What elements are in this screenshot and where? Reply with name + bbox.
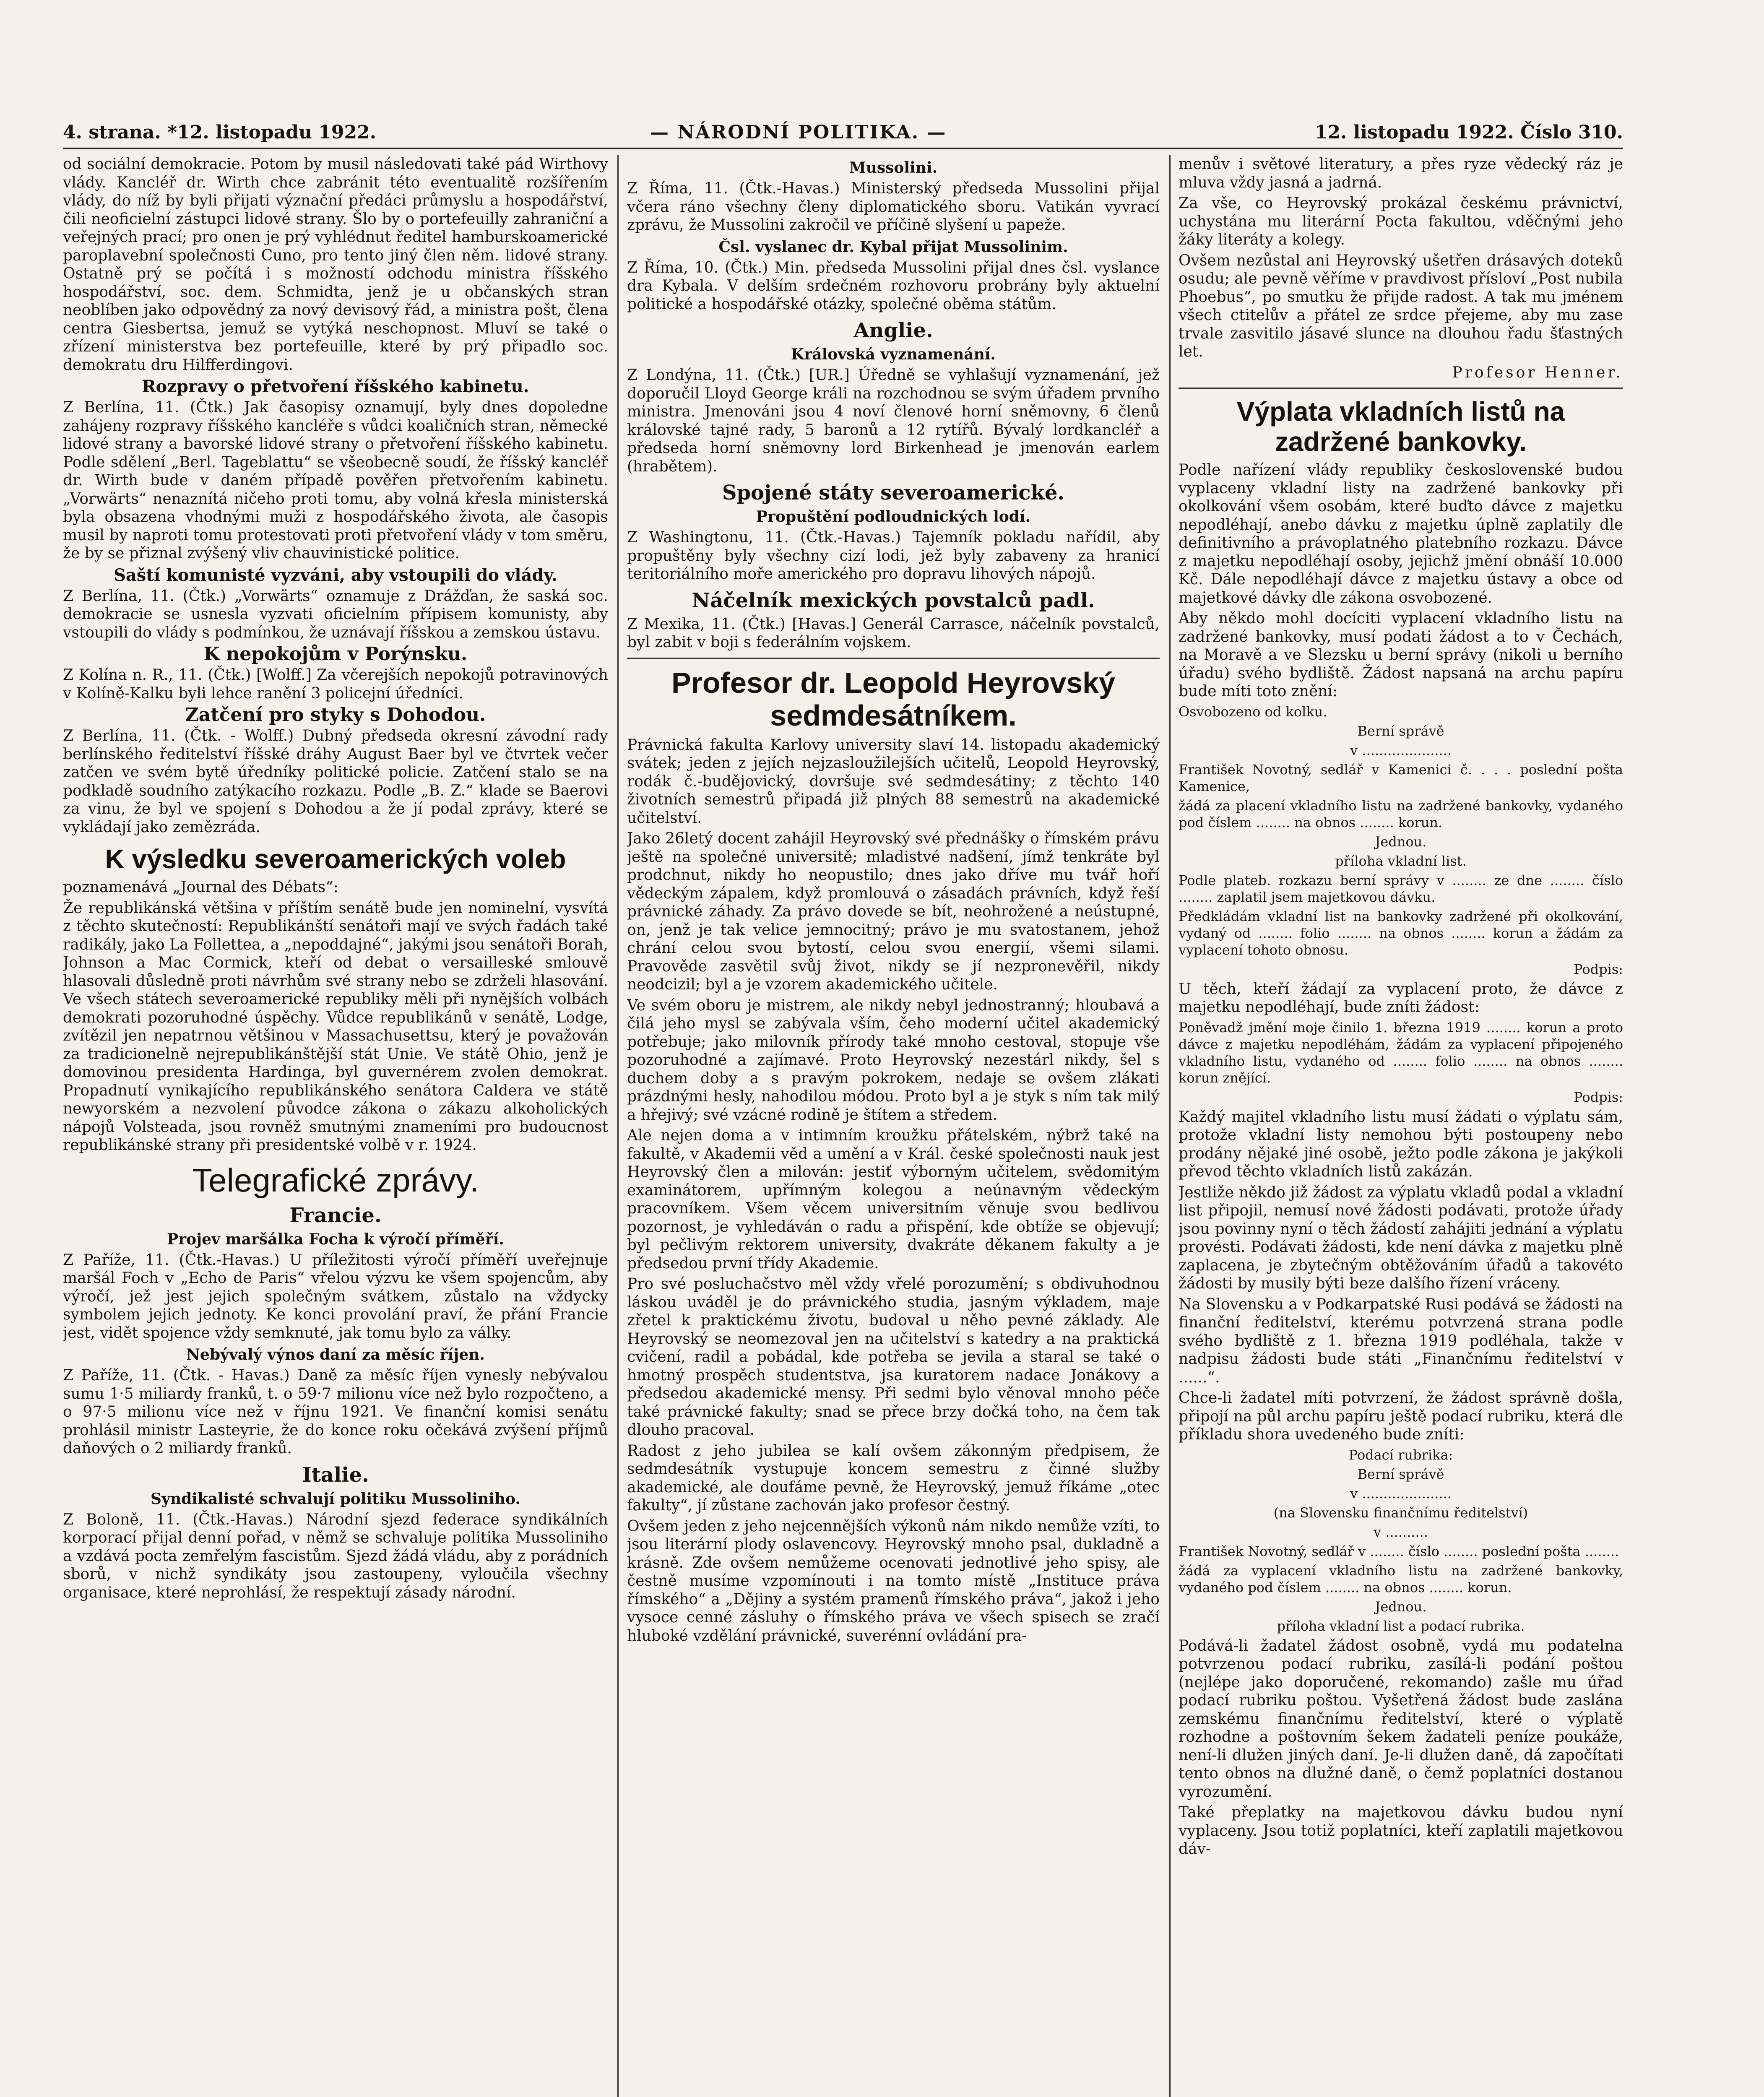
- article-body: Z Říma, 10. (Čtk.) Min. předseda Mussolini přijal dnes čsl. vyslance dra Kybala. V delším srdečném rozhovoru probrány byly aktuelní politické a hospodářské otázky, společné oběma státům.: [627, 259, 1160, 313]
- article-separator: [627, 658, 1160, 659]
- article-body: Ve svém oboru je mistrem, ale nikdy nebyl jednostranný; hloubavá a čilá jeho mysl se zabývala vším, čeho moderní učitel akademický potřebuje; jako milovník přírody také mnoho cestoval, stopuje vše pozoruhodné a zajímavé. Proto Heyrovský nezestárl nikdy, šel s duchem doby a s pravým pokrokem, nedaje se ovšem zlákati prázdnými hesly, nahodilou módou. Proto byl a je styk s ním tak milý a hřejivý; své vzácné rodině je štítem a středem.: [627, 996, 1160, 1124]
- article-body: Ovšem jeden z jeho nejcennějších výkonů nám nikdo nemůže vzíti, to jsou literární plody oslavencovy. Heyrovský mnoho psal, dukladně a krásně. Zde ovšem nemůžeme ocenovati jednotlivé jeho spisy, ale čestně musíme vzpomínouti i na tomto místě „Instituce práva římského“ a „Dějiny a systém pramenů římského práva“, jakož i jeho vysoce cenné zásluhy o římského práva ve všech spisech se zračí hluboké vzdělání právnické, suverénní ovládání pra-: [627, 1517, 1160, 1644]
- section-spojene-staty: Spojené státy severoamerické.: [722, 481, 1065, 505]
- form-line: v .....................: [1350, 1485, 1452, 1501]
- article-body: Každý majitel vkladního listu musí žádati o výplatu sám, protože vkladní listy nemohou býti postoupeny nebo prodány nějaké jiné osobě, ježto podle zákona je jakýkoli převod těchto vkladních listů zakázán.: [1179, 1108, 1623, 1180]
- section-anglie: Anglie.: [853, 319, 933, 342]
- form-line: Poněvadž jmění moje činilo 1. března 1919 ........ korun a proto dávce z majetku nepodléhám, žádám za vyplacení připojeného vkladního listu, vydaného od ........ folio ........ na obnos ........ korun znějící.: [1179, 1019, 1623, 1086]
- headline-mussolini: Mussolini.: [849, 159, 938, 177]
- column-1: [63, 155, 608, 2097]
- form-line: (na Slovensku finančnímu ředitelství): [1273, 1504, 1528, 1521]
- headline-vynos: Nebývalý výnos daní za měsíc říjen.: [186, 1346, 485, 1363]
- article-body: Z Londýna, 11. (Čtk.) [UR.] Úředně se vyhlašují vyznamenání, jež doporučil Lloyd George králi na rozchodnou se svým úřadem prvního ministra. Jmenováni jsou 4 noví členové horní sněmovny, 6 členů královské tajné rady, 5 baronů a 12 rytířů. Bývalý lordkancléř a předseda horní sněmovny lord Birkenhead je jmenován earlem (hrabětem).: [627, 367, 1160, 475]
- column-2: [627, 155, 1160, 2097]
- headline-profesor: Profesor dr. Leopold Heyrovský sedmdesátníkem.: [671, 666, 1116, 732]
- newspaper-title: — NÁRODNÍ POLITIKA. —: [650, 122, 947, 143]
- form-sample-3: [1179, 1447, 1623, 1634]
- form-line: v .....................: [1350, 742, 1452, 758]
- article-body: Z Paříže, 11. (Čtk. - Havas.) Daně za měsíc říjen vynesly nebývalou sumu 1·5 miliardy franků, t. o 59·7 milionu více než bylo rozpočteno, a o 97·5 milionu více než v říjnu 1921. Ve finanční komisi senátu prohlásil ministr Lasteyrie, že do konce roku očekává zvýšení příjmů daňových o 2 miliardy franků.: [63, 1367, 608, 1457]
- form-sample-2: [1179, 1019, 1623, 1106]
- article-body: Aby někdo mohl docíciti vyplacení vkladního listu na zadržené bankovky, musí podati žádost a to v Čechách, na Moravě a ve Slezsku u berní správy (nikoli u berního úřadu) svého bydliště. Žádost napsaná na archu papíru bude míti toto znění:: [1179, 610, 1623, 700]
- headline-nacelnik: Náčelník mexických povstalců padl.: [692, 588, 1095, 612]
- form-line: František Novotný, sedlář v Kamenici č. . . . poslední pošta Kamenice,: [1179, 761, 1623, 794]
- article-body: Z Berlína, 11. (Čtk.) „Vorwärts“ oznamuje z Drážďan, že saská soc. demokracie se usnesla vyzvati oficielním přípisem komunisty, aby vstoupili do vlády s podmínkou, že uznávají říšskou a zemskou ústavu.: [63, 587, 608, 641]
- headline-vysledek: K výsledku severoamerických voleb: [105, 844, 566, 874]
- article-body: Z Boloně, 11. (Čtk.-Havas.) Národní sjezd federace syndikálních korporací přijal denní pořad, v němž se schvaluje politika Mussoliniho a vzdává pocta zemřelým fascistům. Sjezd žádá vládu, aby z porádních sborů, v nichž syndikáty jsou zastoupeny, vyloučila všechny organisace, které neprohlásí, že respektují zásady národní.: [63, 1511, 608, 1601]
- page-number-date: 4. strana. *12. listopadu 1922.: [63, 122, 377, 143]
- masthead: [63, 117, 1623, 147]
- newspaper-page: [63, 117, 1623, 2097]
- article-body: Na Slovensku a v Podkarpatské Rusi podává se žádosti na finanční ředitelství, kterému potvrzená strana podle svého bydliště z 1. března 1919 podléhala, takže v nadpisu žádosti bude státi „Finančnímu ředitelství v ......“.: [1179, 1296, 1623, 1386]
- article-body: Ale nejen doma a v intimním kroužku přátelském, nýbrž také na fakultě, v Akademii věd a umění a v Král. české společnosti nauk jest Heyrovský člen a milován: jestiť výborným učitelem, svědomitým examinátorem, upřímným kolegou a neúnavným vědeckým pracovníkem. Všem věcem universitním věnuje svou bedlivou pozornost, je vyhledáván o radu a přispění, kde obtíže se objevují; byl pečlivým rektorem university, dvakráte děkanem fakulty a je předsedou první třídy Akademie.: [627, 1127, 1160, 1272]
- article-body: Jako 26letý docent zahájil Heyrovský své přednášky o římském právu ještě na společné universitě; mladistvé nadšení, jímž tenkráte byl prodchnut, nikdy ho neopustilo; dnes jako dříve mu tvář hoří vědeckým zápalem, když promlouvá o zásadách právních, když řeší právnické záhady. Za právo dovede se bít, neohrožené a neústupné, on, jenž je tak velice jemnocitný; právo je mu svatostanem, jehož chrání celou svou bytostí, celou svou energií, všemi silami. Pravověde zasvětil svůj život, nikdy se jí nezpronevěřil, nikdy neodcizil; byl a je vzorem akademického učitele.: [627, 830, 1160, 993]
- article-body: Za vše, co Heyrovský prokázal českému právnictví, uchystána mu literární Pocta fakultou, vděčnými jeho žáky literáty a kolegy.: [1179, 195, 1623, 248]
- form-line: Jednou.: [1375, 833, 1427, 850]
- form-line: Předkládám vkladní list na bankovky zadržené při okolkování, vydaný od ........ folio ........ na obnos ........ korun a žádám za vyplacení tohoto obnosu.: [1179, 908, 1623, 958]
- article-body: Z Washingtonu, 11. (Čtk.-Havas.) Tajemník pokladu nařídil, aby propuštěny byly všechny cizí lodi, jež byly zabaveny za hranicí teritoriálního moře amerického pro dopravu lihových nápojů.: [627, 529, 1160, 583]
- article-body: Podle nařízení vlády republiky československé budou vyplaceny vkladní listy na zadržené bankovky při okolkování všem osobám, které buďto dávce z majetku nepodléhají, anebo dávku z majetku úplně zaplatily dle definitivního a právoplatného platebního rozkazu. Dávce z majetku nepodléhají osoby, jejichž jmění obnáší 10.000 Kč. Dále nepodléhají dávce z majetku ústavy a obce od majetkové dávky dle zákona osvobozené.: [1179, 461, 1623, 606]
- headline-zatceni: Zatčení pro styky s Dohodou.: [185, 704, 486, 726]
- headline-syndikaliste: Syndikalisté schvalují politiku Mussoliniho.: [151, 1490, 520, 1508]
- article-body: Z Berlína, 11. (Čtk. - Wolff.) Dubný předseda okresní závodní rady berlínského ředitelství říšské dráhy August Baer byl ve čtvrtek večer zatčen ve svém bytě úředníky politické policie. Zatčení stalo se na podkladě soudního zatýkacího rozkazu. Podle „B. Z.“ klade se Baerovi za vinu, že byl ve spojení s Dohodou a že jí podal zprávy, které se vykládají jako zemězráda.: [63, 727, 608, 836]
- article-body: Pro své posluchačstvo měl vždy vřelé porozumění; s obdivuhodnou láskou uváděl je do právnického studia, jasným výkladem, maje zřetel k praktickému životu, budoval u něho pevné základy. Ale Heyrovský se neomezoval jen na učitelství s katedry a na praktická cvičení, radil a pobádal, kde potřeba se jevila a staral se také o hmotný prospěch studentstva, jsa kuratorem nadace Jonákovy a předsedou akademické mensy. Při sedmi bylo věnoval mnoho péče také právnické fakulty; snad se přece brzy dočká toho, na čem tak dlouho pracoval.: [627, 1275, 1160, 1439]
- issue-number: 12. listopadu 1922. Číslo 310.: [1314, 122, 1623, 143]
- form-line: Berní správě: [1357, 1466, 1444, 1482]
- form-line: František Novotný, sedlář v ........ číslo ........ poslední pošta ........: [1179, 1543, 1619, 1559]
- headline-nepokoje: K nepokojům v Porýnsku.: [203, 643, 468, 665]
- article-body: Chce-li žadatel míti potvrzení, že žádost správně došla, připojí na půl archu papíru ještě podací rubriku, která dle příkladu shora uvedeného bude zníti:: [1179, 1389, 1623, 1443]
- headline-vyslanec: Čsl. vyslanec dr. Kybal přijat Mussolinim.: [718, 238, 1068, 256]
- headline-sasti: Saští komunisté vyzváni, aby vstoupili do vlády.: [114, 565, 557, 585]
- article-body: Z Kolína n. R., 11. (Čtk.) [Wolff.] Za včerejších nepokojů potravinových v Kolíně-Kalku byli lehce ranění 3 policejní úředníci.: [63, 666, 608, 702]
- form-line: Osvobozeno od kolku.: [1179, 703, 1327, 720]
- article-body: Ovšem nezůstal ani Heyrovský ušetřen drásavých doteků osudu; ale pevně věříme v pravdivost přísloví „Post nubila Phoebus“, po smutku že přijde radost. A tak mu jménem všech ctitelův a přátel ze srdce přejeme, aby mu zase trvale zasvitilo jásavé slunce na dlouhou řadu šťastných let.: [1179, 252, 1623, 360]
- form-line: žádá za vyplacení vkladního listu na zadržené bankovky, vydaného pod číslem ........ na obnos ........ korun.: [1179, 1562, 1623, 1595]
- article-body: Z Paříže, 11. (Čtk.-Havas.) U příležitosti výročí příměří uveřejnuje maršál Foch v „Echo de Paris“ vřelou výzvu ke všem spojencům, aby výročí, jež jest jejich společným svátkem, zůstalo na vždycky symbolem jejich jednoty. Ke konci provolání praví, že přání Francie jest, vidět spojence vždy semknuté, jak tomu bylo za války.: [63, 1251, 608, 1342]
- article-body: Podává-li žadatel žádost osobně, vydá mu podatelna potvrzenou podací rubriku, zasílá-li podání poštou (nejlépe jako doporučené, rekomando) zašle mu úřad podací rubriku poštou. Vyšetřená žádost bude zaslána zemskému finančnímu ředitelství, které o výplatě rozhodne a poštovním šekem žadateli peníze poukáže, není-li dlužen jiných daní. Je-li dlužen daně, dá započítati tento obnos na dlužné daně, o čemž poplatníci dostanou vyrozumění.: [1179, 1637, 1623, 1800]
- article-body: Že republikánská většina v příštím senátě bude jen nominelní, vysvítá z těchto skutečností: Republikánští senátoři mají ve svých řadách také radikály, jako La Follettea, a „nepoddajné“, jakými jsou senátoři Borah, Johnson a Mac Cormick, kteří od debat o versailleské smlouvě hlasovali důsledně proti návrhům své strany nebo se zdrželi hlasování. Ve všech státech severoamerické republiky měli při nynějších volbách demokrati pozoruhodné úspěchy. Vůdce republikánů v senátě, Lodge, zvítězil jen nepatrnou většinou v Massachusettsu, který je považován za tradicionelně nejrepublikánštější stát Unie. Ve státě Ohio, jenž je domovinou presidenta Hardinga, byl guvernérem zvolen demokrat. Propadnutí vynikajícího republikánského senátora Caldera ve státě newyorském a nezvolení původce zákona o zákazu alkoholických nápojů Volsteada, jsou rovněž smutnými znameními pro budoucnost republikánské strany při presidentské volbě v r. 1924.: [63, 899, 608, 1154]
- section-italie: Italie.: [302, 1463, 369, 1487]
- article-continuation: menův i světové literatury, a přes ryze vědecký ráz je mluva vždy jasná a jadrná.: [1179, 156, 1623, 191]
- form-line: příloha vkladní list a podací rubrika.: [1277, 1618, 1525, 1634]
- form-line: žádá za placení vkladního listu na zadržené bankovky, vydaného pod číslem ........ na obnos ........ korun.: [1179, 797, 1623, 830]
- column-divider: [1169, 155, 1171, 2097]
- form-line: Podací rubrika:: [1348, 1447, 1453, 1463]
- article-separator: [1179, 388, 1623, 389]
- column-divider: [617, 155, 619, 2097]
- form-line: v ..........: [1374, 1524, 1428, 1540]
- form-line: Podle plateb. rozkazu berní správy v ........ ze dne ........ číslo ........ zaplatil jsem majetkovou dávku.: [1179, 872, 1623, 905]
- form-signature-label: Podpis:: [1574, 1089, 1623, 1105]
- headline-vyplata: Výplata vkladních listů na zadržené bankovky.: [1236, 396, 1565, 457]
- article-body: poznamenává „Journal des Débats“:: [63, 879, 338, 896]
- section-title-telegraficke: Telegrafické zprávy.: [192, 1161, 479, 1199]
- article-body: Právnická fakulta Karlovy university slaví 14. listopadu akademický svátek; jeden z jejích nejzasloužilejších učitelů, Leopold Heyrovský, rodák č.-budějovický, dovršuje své sedmdesátiny; z těchto 140 životních semestrů připadá již plných 88 semestrů na akademické učitelství.: [627, 736, 1160, 827]
- article-body: Z Říma, 11. (Čtk.-Havas.) Ministerský předseda Mussolini přijal včera ráno všechny členy diplomatického sboru. Vatikán vyvrací zprávu, že Mussolini zakročil ve příčině slyšení u papeže.: [627, 180, 1160, 234]
- article-signature: Profesor Henner.: [1452, 364, 1623, 381]
- column-3: [1179, 155, 1623, 2097]
- article-body: Jestliže někdo již žádost za výplatu vkladů podal a vkladní list připojil, nemusí nové žádosti podávati, protože úřady jsou povinny nyní o těch žádostí zahájiti jednání a výplatu provésti. Podávati žádosti, kde není dávka z majetku plně zaplacena, je zbytečným obtěžováním úřadů a takovéto žádosti by musily býti beze dalšího řízení vráceny.: [1179, 1184, 1623, 1292]
- article-body: U těch, kteří žádají za vyplacení proto, že dávce z majetku nepodléhají, bude zníti žádost:: [1179, 980, 1623, 1016]
- masthead-rule: [63, 148, 1623, 149]
- headline-kralovska: Královská vyznamenání.: [791, 346, 996, 363]
- article-body: Radost z jeho jubilea se kalí ovšem zákonným předpisem, že sedmdesátník vystupuje koncem semestru z činné služby akademické, ale doufáme pevně, že Heyrovský, jemuž říkáme „otec fakulty“, jí zůstane zachován jako profesor čestný.: [627, 1442, 1160, 1514]
- form-line: příloha vkladní list.: [1335, 853, 1467, 869]
- form-line: Jednou.: [1375, 1598, 1427, 1615]
- form-signature-label: Podpis:: [1574, 961, 1623, 977]
- form-sample-1: [1179, 703, 1623, 978]
- headline-rozpravy: Rozpravy o přetvoření říšského kabinetu.: [142, 377, 529, 396]
- article-body: Také přeplatky na majetkovou dávku budou nyní vyplaceny. Jsou totiž poplatníci, kteří zaplatili majetkovou dáv-: [1179, 1804, 1623, 1858]
- headline-propusteni: Propuštění podloudnických lodí.: [756, 508, 1031, 526]
- article-body: Z Berlína, 11. (Čtk.) Jak časopisy oznamují, byly dnes dopoledne zahájeny rozpravy říšského kancléře s vůdci koaličních stran, německé lidové strany a bavorské lidové strany o přetvoření říšského kabinetu. Podle sdělení „Berl. Tageblattu“ se všeobecně soudí, že říšský kancléř dr. Wirth bude v daném případě pověřen přetvořením kabinetu. „Vorwärts“ nenaznítá ničeho proti tomu, aby volná křesla ministerská byla obsazena vhodnými muži z hospodářského života, ale časopis musil by naproti tomu protestovati proti přetvoření vlády v tom směru, že by se přiznal zvýšený vliv chauvinistické politice.: [63, 399, 608, 562]
- article-body: Z Mexika, 11. (Čtk.) [Havas.] Generál Carrasce, náčelník povstalců, byl zabit v boji s federálním vojskem.: [627, 615, 1160, 651]
- article-continuation: od sociální demokracie. Potom by musil následovati také pád Wirthovy vlády. Kancléř dr. Wirth chce zabránit této eventualitě rozšířením vlády, do níž by byli přijati význační předáci průmyslu a hospodářství, čili neoficielní zástupci lidové strany. Šlo by o portefeuilly zahraniční a veřejných prací; pro onen je prý vyhlédnut ředitel hamburskoamerické paroplavební společnosti Cuno, pro tento jiný člen něm. lidové strany. Ostatně prý se počítá i s možností odchodu ministra říšského hospodářství, soc. dem. Schmidta, jenž je u občanských stran neoblíben jako odpovědný za nový devisový řád, a ministra pošt, člena centra Giesbertsa, jemuž se vytýká neschopnost. Mluví se také o zřízení ministerstva bez portefeuille, které by prý připadlo soc. demokratu dru Hilfferdingovi.: [63, 156, 608, 374]
- section-france: Francie.: [289, 1203, 382, 1227]
- headline-projev: Projev maršálka Focha k výročí příměří.: [167, 1230, 504, 1248]
- form-line: Berní správě: [1357, 723, 1444, 739]
